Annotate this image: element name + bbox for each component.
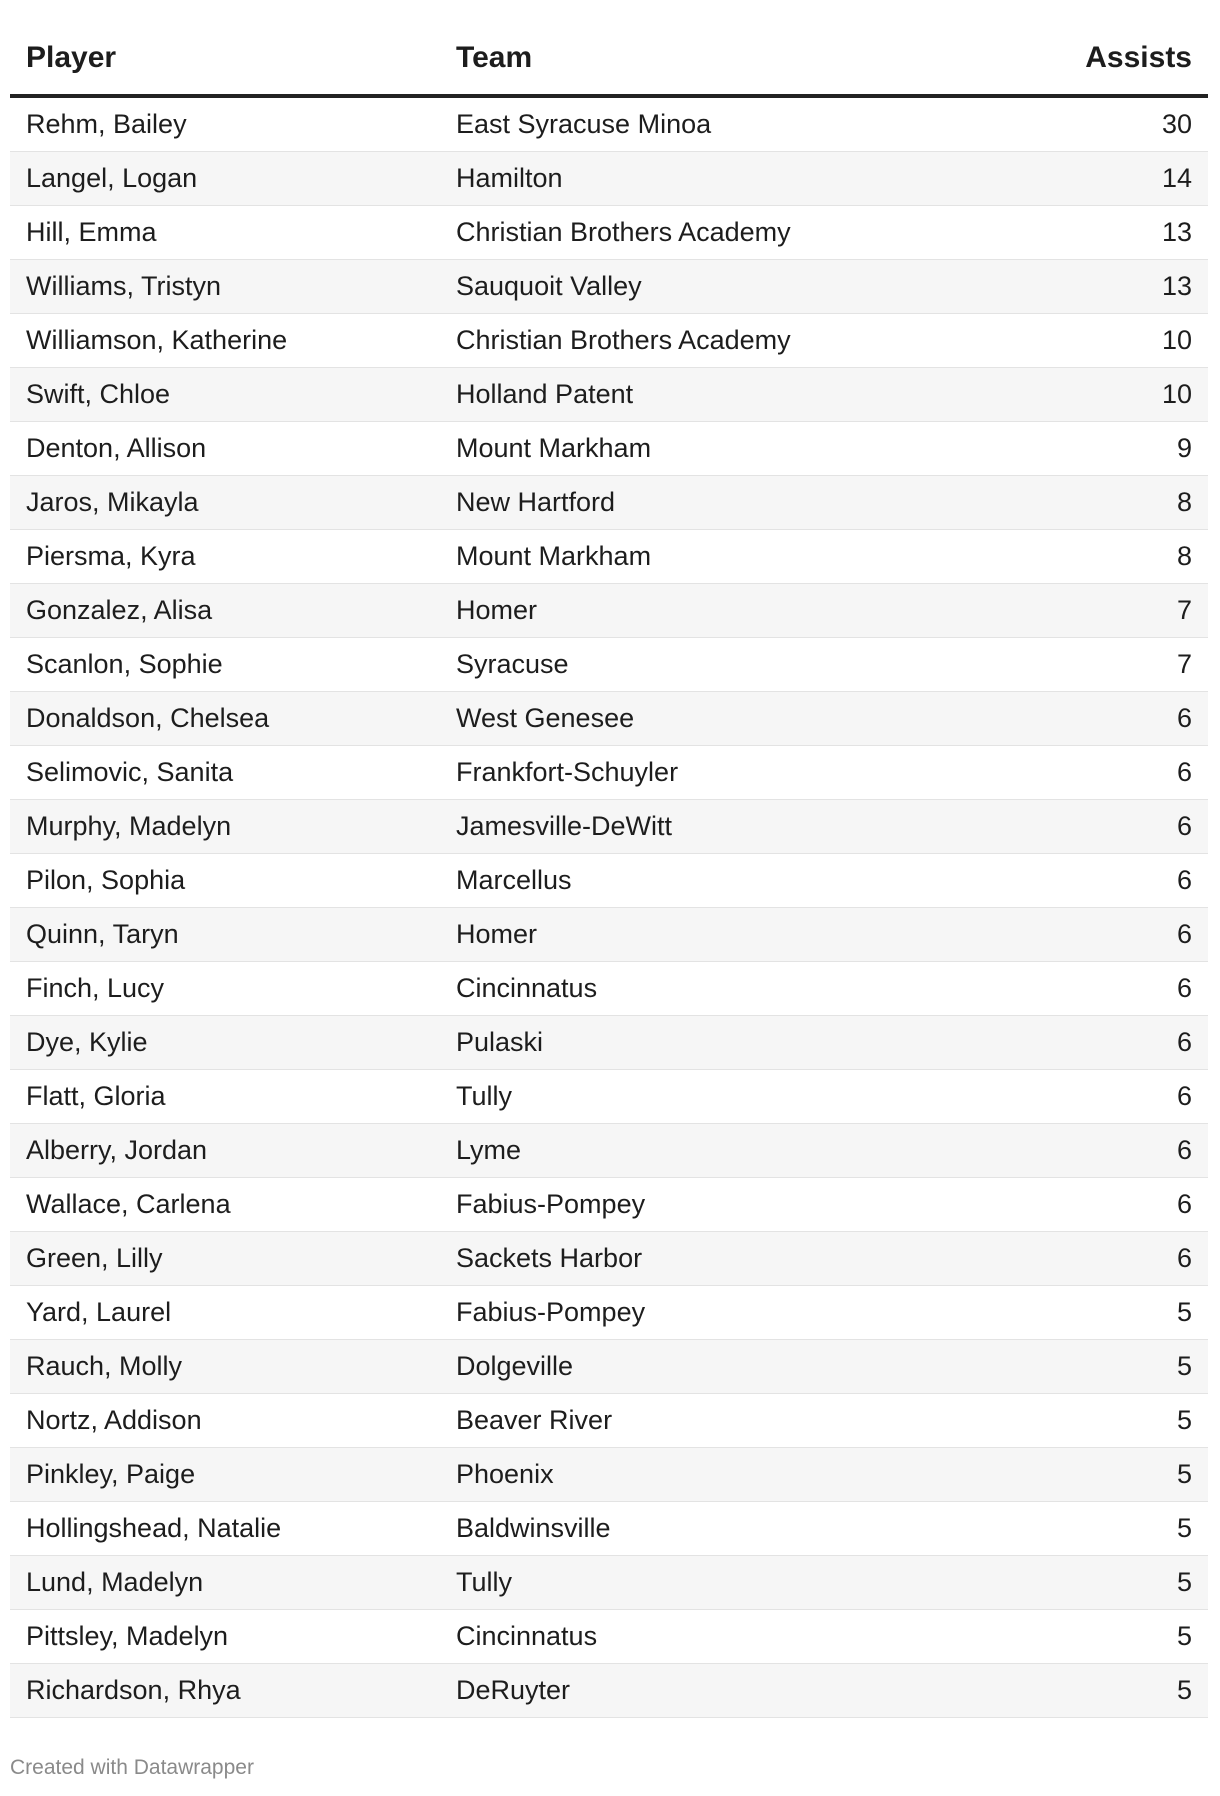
cell-player: Williamson, Katherine — [26, 325, 288, 355]
cell-player: Scanlon, Sophie — [26, 649, 223, 679]
table-row — [10, 746, 1208, 800]
cell-team: Dolgeville — [456, 1351, 574, 1381]
cell-assists: 6 — [1176, 1081, 1192, 1111]
cell-player: Green, Lilly — [26, 1243, 163, 1273]
cell-team: Christian Brothers Academy — [456, 325, 791, 355]
cell-assists: 9 — [1176, 433, 1192, 463]
table-row — [10, 1286, 1208, 1340]
cell-assists: 5 — [1176, 1621, 1192, 1651]
table-row — [10, 476, 1208, 530]
cell-team: Pulaski — [456, 1027, 544, 1057]
table-row — [10, 584, 1208, 638]
cell-team: Christian Brothers Academy — [456, 217, 791, 247]
cell-team: Mount Markham — [456, 433, 652, 463]
cell-player: Denton, Allison — [26, 433, 207, 463]
data-table — [10, 22, 1208, 1718]
cell-player: Wallace, Carlena — [26, 1189, 231, 1219]
column-header-assists[interactable]: Assists — [1085, 41, 1192, 74]
cell-team: DeRuyter — [456, 1675, 571, 1705]
table-row — [10, 1124, 1208, 1178]
cell-assists: 6 — [1176, 865, 1192, 895]
cell-team: West Genesee — [456, 703, 635, 733]
cell-team: Frankfort-Schuyler — [456, 757, 679, 787]
cell-team: Beaver River — [456, 1405, 613, 1435]
cell-assists: 6 — [1176, 703, 1192, 733]
cell-assists: 6 — [1176, 1135, 1192, 1165]
cell-player: Lund, Madelyn — [26, 1567, 204, 1597]
cell-assists: 7 — [1176, 595, 1192, 625]
cell-player: Swift, Chloe — [26, 379, 171, 409]
table-row — [10, 1610, 1208, 1664]
cell-team: Sackets Harbor — [456, 1243, 643, 1273]
table-row — [10, 638, 1208, 692]
cell-assists: 5 — [1176, 1297, 1192, 1327]
cell-assists: 8 — [1176, 487, 1192, 517]
cell-assists: 5 — [1176, 1459, 1192, 1489]
table-body — [10, 98, 1208, 1718]
cell-player: Richardson, Rhya — [26, 1675, 241, 1705]
cell-player: Rauch, Molly — [26, 1351, 183, 1381]
cell-assists: 13 — [1161, 217, 1192, 247]
cell-team: Sauquoit Valley — [456, 271, 642, 301]
column-header-player[interactable]: Player — [26, 41, 117, 74]
table-row — [10, 800, 1208, 854]
table-row — [10, 1070, 1208, 1124]
cell-player: Murphy, Madelyn — [26, 811, 232, 841]
cell-player: Nortz, Addison — [26, 1405, 202, 1435]
cell-assists: 10 — [1161, 379, 1192, 409]
cell-team: Homer — [456, 595, 538, 625]
cell-assists: 8 — [1176, 541, 1192, 571]
cell-assists: 10 — [1161, 325, 1192, 355]
table-row — [10, 1556, 1208, 1610]
table-row — [10, 314, 1208, 368]
cell-assists: 6 — [1176, 1027, 1192, 1057]
table-row — [10, 1178, 1208, 1232]
cell-player: Selimovic, Sanita — [26, 757, 234, 787]
cell-team: Fabius-Pompey — [456, 1189, 646, 1219]
cell-assists: 5 — [1176, 1513, 1192, 1543]
cell-player: Gonzalez, Alisa — [26, 595, 213, 625]
column-header-team[interactable]: Team — [456, 41, 533, 74]
table-row — [10, 1232, 1208, 1286]
table-row — [10, 1016, 1208, 1070]
cell-player: Finch, Lucy — [26, 973, 165, 1003]
table-row — [10, 692, 1208, 746]
cell-team: Cincinnatus — [456, 973, 598, 1003]
table-row — [10, 422, 1208, 476]
cell-team: Hamilton — [456, 163, 563, 193]
cell-player: Pinkley, Paige — [26, 1459, 196, 1489]
table-row — [10, 908, 1208, 962]
cell-player: Yard, Laurel — [26, 1297, 172, 1327]
cell-assists: 5 — [1176, 1351, 1192, 1381]
cell-assists: 7 — [1176, 649, 1192, 679]
cell-assists: 5 — [1176, 1567, 1192, 1597]
cell-assists: 6 — [1176, 757, 1192, 787]
cell-team: Baldwinsville — [456, 1513, 611, 1543]
cell-player: Hollingshead, Natalie — [26, 1513, 282, 1543]
table-row — [10, 206, 1208, 260]
table-row — [10, 1502, 1208, 1556]
cell-player: Rehm, Bailey — [26, 109, 187, 139]
cell-team: Tully — [456, 1567, 513, 1597]
table-row — [10, 1664, 1208, 1718]
table-row — [10, 152, 1208, 206]
cell-player: Williams, Tristyn — [26, 271, 221, 301]
cell-team: Jamesville-DeWitt — [456, 811, 673, 841]
cell-team: Holland Patent — [456, 379, 634, 409]
table-row — [10, 1448, 1208, 1502]
cell-team: East Syracuse Minoa — [456, 109, 712, 139]
table-row — [10, 962, 1208, 1016]
datawrapper-credit[interactable]: Created with Datawrapper — [10, 1756, 254, 1779]
cell-assists: 6 — [1176, 973, 1192, 1003]
table-row — [10, 98, 1208, 152]
cell-player: Pilon, Sophia — [26, 865, 186, 895]
cell-player: Donaldson, Chelsea — [26, 703, 270, 733]
cell-assists: 6 — [1176, 811, 1192, 841]
table-row — [10, 1394, 1208, 1448]
cell-player: Flatt, Gloria — [26, 1081, 166, 1111]
cell-team: New Hartford — [456, 487, 616, 517]
cell-player: Pittsley, Madelyn — [26, 1621, 229, 1651]
cell-team: Mount Markham — [456, 541, 652, 571]
cell-player: Piersma, Kyra — [26, 541, 196, 571]
cell-team: Homer — [456, 919, 538, 949]
cell-player: Alberry, Jordan — [26, 1135, 208, 1165]
cell-assists: 5 — [1176, 1675, 1192, 1705]
table-row — [10, 260, 1208, 314]
cell-team: Syracuse — [456, 649, 569, 679]
cell-assists: 14 — [1161, 163, 1192, 193]
cell-player: Langel, Logan — [26, 163, 198, 193]
table-row — [10, 1340, 1208, 1394]
cell-player: Dye, Kylie — [26, 1027, 148, 1057]
table-row — [10, 368, 1208, 422]
cell-team: Phoenix — [456, 1459, 554, 1489]
table-row — [10, 530, 1208, 584]
cell-player: Quinn, Taryn — [26, 919, 179, 949]
cell-team: Fabius-Pompey — [456, 1297, 646, 1327]
table-row — [10, 854, 1208, 908]
cell-assists: 30 — [1161, 109, 1192, 139]
cell-assists: 5 — [1176, 1405, 1192, 1435]
cell-player: Hill, Emma — [26, 217, 157, 247]
cell-team: Lyme — [456, 1135, 522, 1165]
cell-team: Cincinnatus — [456, 1621, 598, 1651]
cell-assists: 6 — [1176, 1243, 1192, 1273]
cell-team: Tully — [456, 1081, 513, 1111]
cell-assists: 6 — [1176, 1189, 1192, 1219]
table-header — [10, 22, 1208, 98]
cell-player: Jaros, Mikayla — [26, 487, 199, 517]
cell-assists: 13 — [1161, 271, 1192, 301]
cell-assists: 6 — [1176, 919, 1192, 949]
cell-team: Marcellus — [456, 865, 572, 895]
